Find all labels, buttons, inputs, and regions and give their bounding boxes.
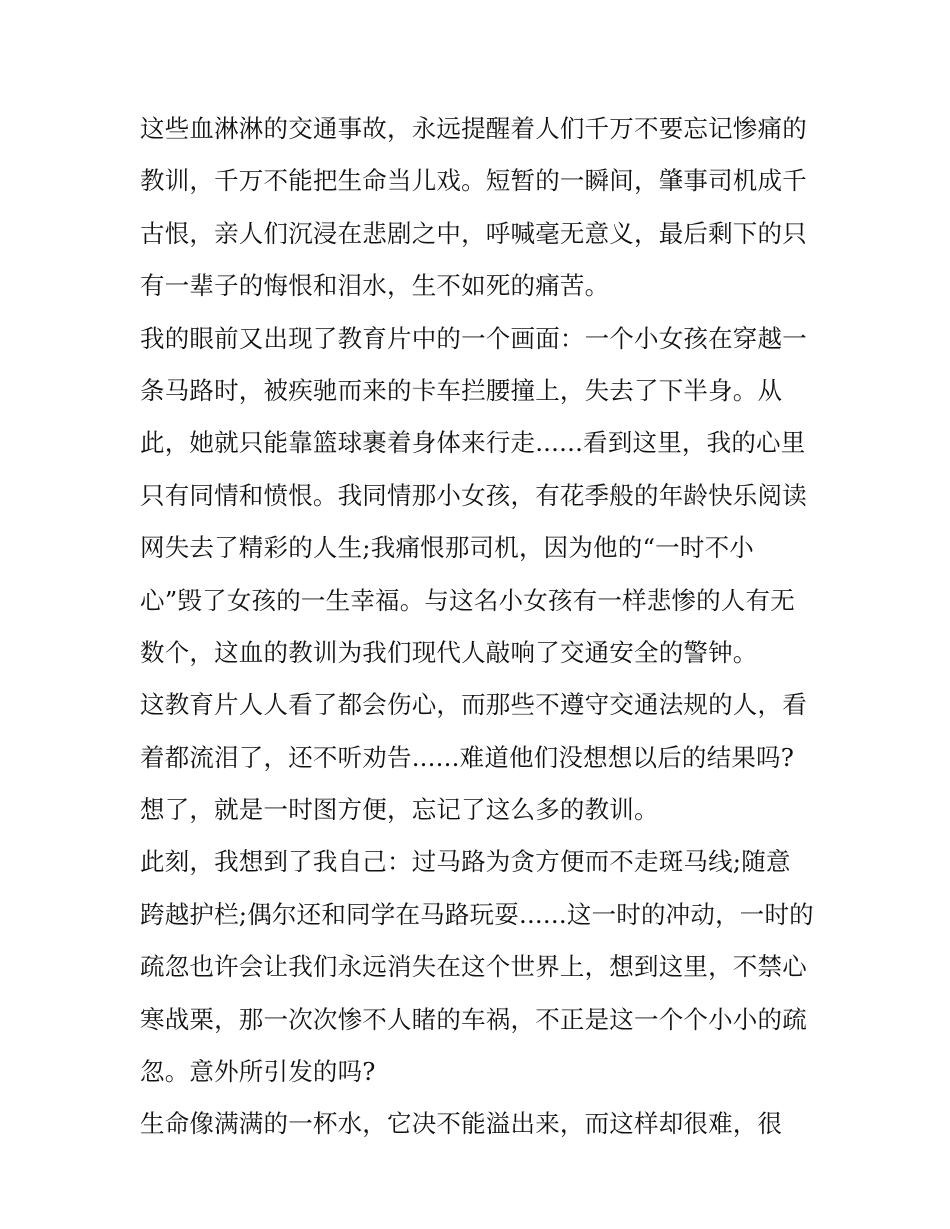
text-line: 疏忽也许会让我们永远消失在这个世界上，想到这里，不禁心 <box>140 952 807 982</box>
text-line: 忽。意外所引发的吗? <box>140 1057 376 1087</box>
text-line: 寒战栗，那一次次惨不人睹的车祸，不正是这一个个小小的疏 <box>140 1004 807 1034</box>
text-line: 这些血淋淋的交通事故，永远提醒着人们千万不要忘记惨痛的 <box>140 114 807 143</box>
text-line: 想了，就是一时图方便，忘记了这么多的教训。 <box>140 795 659 825</box>
text-line: 生命像满满的一杯水，它决不能溢出来，而这样却很难，很 <box>140 1109 783 1139</box>
text-line: 心”毁了女孩的一生幸福。与这名小女孩有一样悲惨的人有无 <box>140 585 795 615</box>
text-line: 教训，千万不能把生命当儿戏。短暂的一瞬间，肇事司机成千 <box>140 166 807 196</box>
text-line: 此刻，我想到了我自己：过马路为贪方便而不走斑马线;随意 <box>140 847 791 877</box>
text-line: 有一辈子的悔恨和泪水，生不如死的痛苦。 <box>140 271 610 301</box>
text-line: 这教育片人人看了都会伤心，而那些不遵守交通法规的人，看 <box>140 690 807 720</box>
text-line: 此，她就只能靠篮球裹着身体来行走......看到这里，我的心里 <box>140 428 806 458</box>
text-line: 网失去了精彩的人生;我痛恨那司机，因为他的“一时不小 <box>140 533 754 563</box>
text-line: 我的眼前又出现了教育片中的一个画面：一个小女孩在穿越一 <box>140 323 807 353</box>
document-body <box>140 103 820 1151</box>
text-line: 跨越护栏;偶尔还和同学在马路玩耍......这一时的冲动，一时的 <box>140 899 814 929</box>
text-line: 着都流泪了，还不听劝告......难道他们没想想以后的结果吗? <box>140 742 795 772</box>
text-line: 古恨，亲人们沉浸在悲剧之中，呼喊毫无意义，最后剩下的只 <box>140 218 807 248</box>
text-line: 数个，这血的教训为我们现代人敲响了交通安全的警钟。 <box>140 637 758 667</box>
text-line: 条马路时，被疾驰而来的卡车拦腰撞上，失去了下半身。从 <box>140 375 783 405</box>
text-line: 只有同情和愤恨。我同情那小女孩，有花季般的年龄快乐阅读 <box>140 480 807 510</box>
